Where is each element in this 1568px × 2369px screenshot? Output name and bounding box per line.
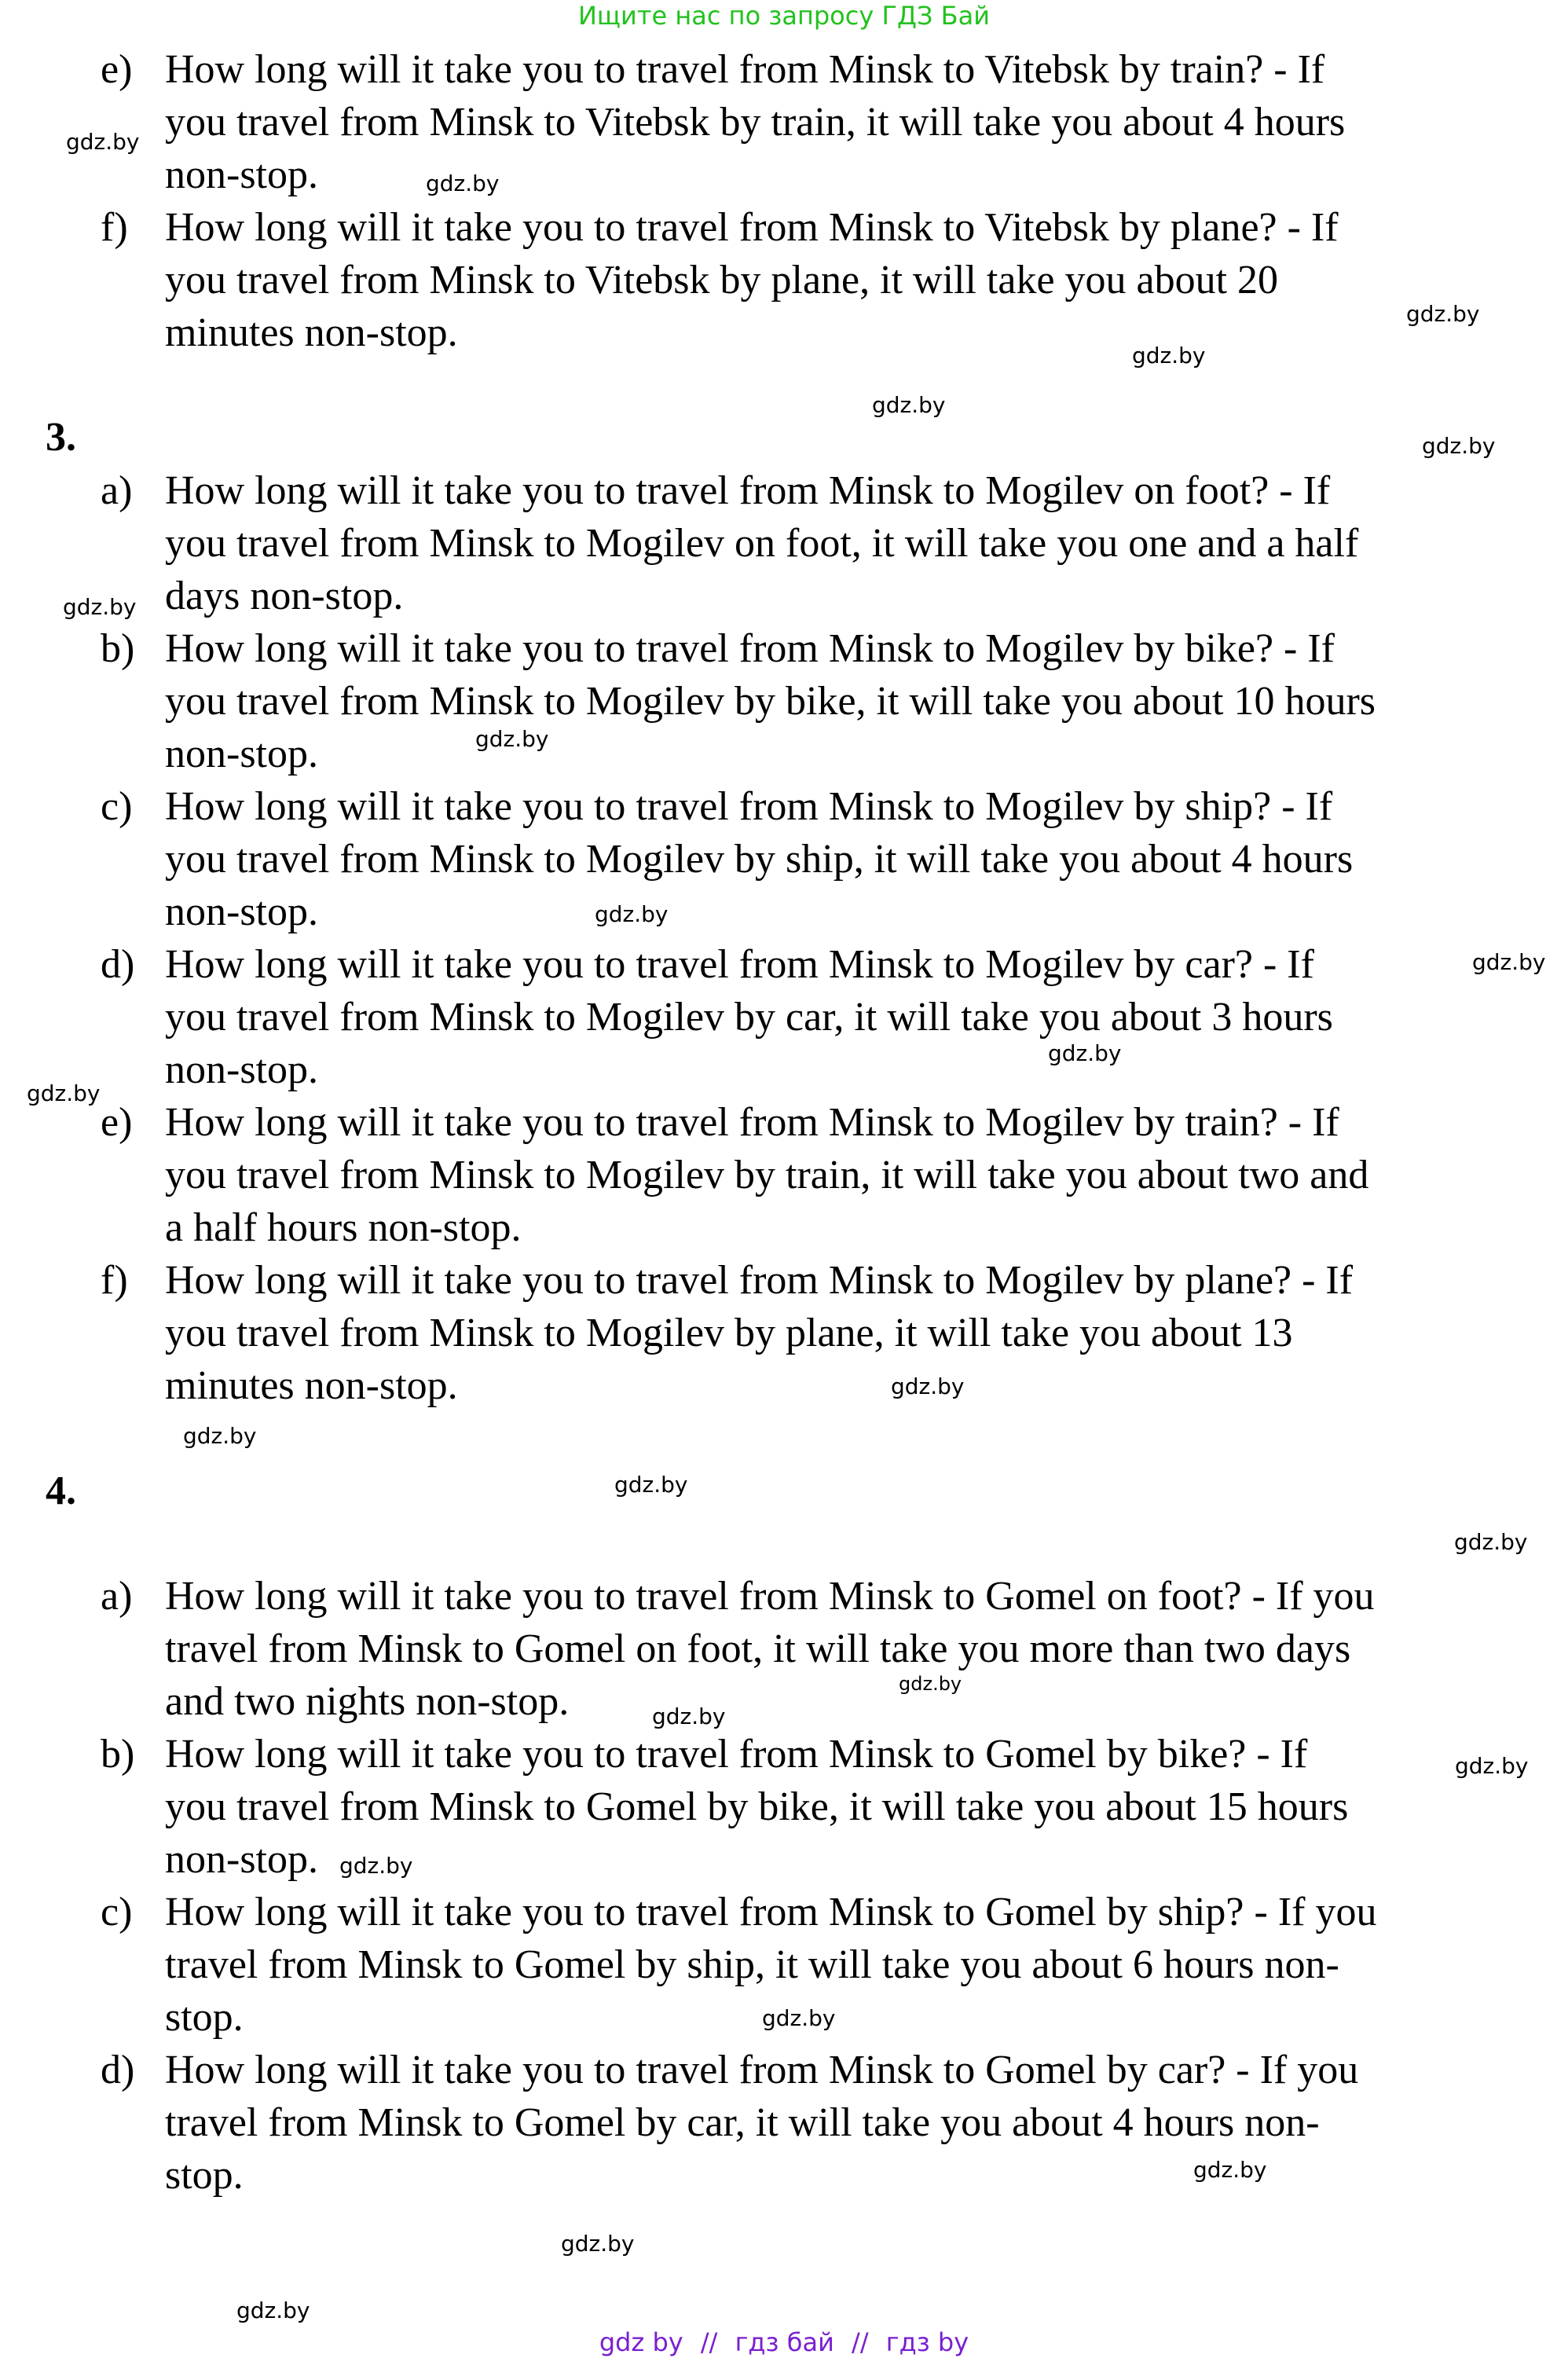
item-letter: b)	[101, 626, 135, 671]
footer-link-gdz-bai[interactable]: гдз бай	[735, 2327, 834, 2357]
item-text	[165, 1254, 1568, 1412]
text-line: How long will it take you to travel from Minsk to Gomel by bike? - If	[165, 1732, 1308, 1777]
watermark: gdz.by	[426, 171, 500, 196]
item-letter: c)	[101, 1890, 133, 1934]
item-text	[165, 201, 1568, 359]
footer-links	[0, 2327, 1568, 2358]
text-line: you travel from Minsk to Vitebsk by train, it will take you about 4 hours	[165, 100, 1346, 145]
footer-separator: //	[700, 2327, 718, 2357]
watermark: gdz.by	[1455, 1753, 1529, 1779]
watermark: gdz.by	[1472, 949, 1546, 975]
item-letter: f)	[101, 1258, 128, 1303]
watermark: gdz.by	[66, 129, 140, 155]
text-line: you travel from Minsk to Mogilev on foot, it will take you one and a half	[165, 521, 1359, 566]
text-line: you travel from Minsk to Mogilev by train, it will take you about two and	[165, 1153, 1369, 1197]
item-text	[165, 2044, 1568, 2202]
footer-separator: //	[852, 2327, 869, 2357]
watermark: gdz.by	[595, 901, 669, 927]
watermark: gdz.by	[183, 1423, 257, 1449]
text-line: non-stop.	[165, 1837, 318, 1882]
text-line: How long will it take you to travel from Minsk to Mogilev by bike? - If	[165, 626, 1335, 671]
text-line: How long will it take you to travel from Minsk to Mogilev on foot? - If	[165, 468, 1331, 513]
watermark: gdz.by	[891, 1373, 965, 1399]
watermark: gdz.by	[236, 2297, 310, 2323]
item-letter: b)	[101, 1732, 135, 1777]
text-line: you travel from Minsk to Mogilev by car, it will take you about 3 hours	[165, 995, 1333, 1040]
text-line: How long will it take you to travel from Minsk to Mogilev by car? - If	[165, 942, 1314, 987]
text-line: minutes non-stop.	[165, 1363, 458, 1408]
text-line: and two nights non-stop.	[165, 1679, 570, 1724]
item-letter: a)	[101, 1574, 133, 1619]
item-text	[165, 43, 1568, 201]
item-letter: f)	[101, 205, 128, 250]
watermark: gdz.by	[475, 726, 549, 752]
text-line: stop.	[165, 2153, 244, 2198]
item-text	[165, 938, 1568, 1096]
text-line: How long will it take you to travel from Minsk to Gomel by car? - If you	[165, 2048, 1359, 2092]
item-letter: e)	[101, 1100, 133, 1145]
text-line: How long will it take you to travel from Minsk to Vitebsk by train? - If	[165, 47, 1325, 92]
footer-link-gdz-by[interactable]: gdz by	[599, 2327, 683, 2357]
text-line: you travel from Minsk to Vitebsk by plane, it will take you about 20	[165, 258, 1279, 303]
item-text	[165, 622, 1568, 780]
watermark: gdz.by	[1406, 301, 1480, 327]
item-text	[165, 1570, 1568, 1728]
watermark: gdz.by	[1193, 2157, 1267, 2183]
text-line: How long will it take you to travel from Minsk to Mogilev by plane? - If	[165, 1258, 1354, 1303]
footer-link-gdz-by-cyr[interactable]: гдз by	[885, 2327, 969, 2357]
text-line: non-stop.	[165, 889, 318, 934]
watermark: gdz.by	[339, 1853, 413, 1879]
text-line: a half hours non-stop.	[165, 1205, 522, 1250]
watermark: gdz.by	[561, 2231, 635, 2257]
search-banner[interactable]: Ищите нас по запросу ГДЗ Бай	[577, 1, 991, 31]
section-number: 4.	[46, 1469, 76, 1513]
item-text	[165, 464, 1568, 622]
watermark: gdz.by	[63, 594, 137, 620]
watermark: gdz.by	[1422, 433, 1496, 459]
text-line: travel from Minsk to Gomel by ship, it will take you about 6 hours non-	[165, 1942, 1339, 1987]
watermark: gdz.by	[652, 1703, 726, 1729]
text-line: you travel from Minsk to Gomel by bike, it will take you about 15 hours	[165, 1784, 1349, 1829]
item-letter: d)	[101, 2048, 135, 2092]
watermark: gdz.by	[1132, 343, 1206, 369]
text-line: non-stop.	[165, 732, 318, 776]
item-letter: d)	[101, 942, 135, 987]
text-line: minutes non-stop.	[165, 310, 458, 355]
watermark: gdz.by	[762, 2005, 836, 2031]
section-number: 3.	[46, 415, 76, 460]
text-line: travel from Minsk to Gomel by car, it will take you about 4 hours non-	[165, 2100, 1320, 2145]
text-line: you travel from Minsk to Mogilev by plane, it will take you about 13	[165, 1311, 1293, 1355]
item-letter: a)	[101, 468, 133, 513]
item-text	[165, 1096, 1568, 1254]
text-line: travel from Minsk to Gomel on foot, it will take you more than two days	[165, 1626, 1351, 1671]
watermark: gdz.by	[899, 1673, 962, 1695]
watermark: gdz.by	[1048, 1040, 1122, 1066]
item-letter: e)	[101, 47, 133, 92]
text-line: non-stop.	[165, 152, 318, 197]
text-line: stop.	[165, 1995, 244, 2040]
watermark: gdz.by	[27, 1080, 101, 1106]
watermark: gdz.by	[614, 1472, 688, 1498]
item-text	[165, 780, 1568, 938]
text-line: How long will it take you to travel from Minsk to Vitebsk by plane? - If	[165, 205, 1339, 250]
text-line: you travel from Minsk to Mogilev by bike, it will take you about 10 hours	[165, 679, 1376, 724]
text-line: non-stop.	[165, 1047, 318, 1092]
text-line: How long will it take you to travel from Minsk to Gomel by ship? - If you	[165, 1890, 1377, 1934]
item-text	[165, 1886, 1568, 2044]
text-line: How long will it take you to travel from Minsk to Gomel on foot? - If you	[165, 1574, 1375, 1619]
watermark: gdz.by	[1454, 1529, 1528, 1555]
item-letter: c)	[101, 784, 133, 829]
text-line: How long will it take you to travel from Minsk to Mogilev by train? - If	[165, 1100, 1339, 1145]
watermark: gdz.by	[872, 392, 946, 418]
text-line: you travel from Minsk to Mogilev by ship, it will take you about 4 hours	[165, 837, 1354, 882]
text-line: days non-stop.	[165, 574, 404, 618]
text-line: How long will it take you to travel from Minsk to Mogilev by ship? - If	[165, 784, 1333, 829]
